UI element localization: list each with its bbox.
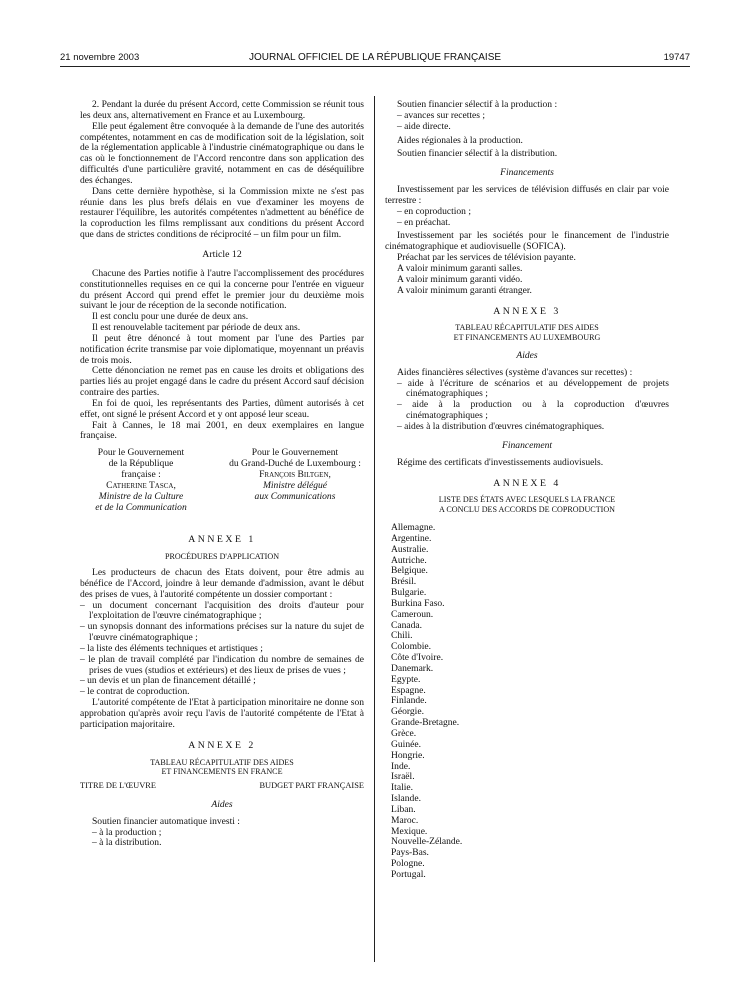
country-list-item: Brésil. xyxy=(391,576,417,588)
paragraph: Elle peut également être convoquée à la demande de l'une des autorités compétentes, notamment en cas de modification soit de la législation, soit de la réglementation applicable à l'industrie cinématographique ou dans le cas où le fonctionnement de l'Accord rencontre dans son application des difficultés d'une particulière gravité, notamment en cas de déséquilibre des échanges. xyxy=(80,120,364,186)
signatures xyxy=(80,448,364,513)
paragraph: Il est renouvelable tacitement par période de deux ans. xyxy=(92,322,301,334)
annexe-3-heading: ANNEXE 3 xyxy=(493,305,561,317)
country-list-item: Canada. xyxy=(391,619,423,631)
country-list-item: Islande. xyxy=(391,793,421,805)
country-list-item: Côte d'Ivoire. xyxy=(391,652,444,664)
country-list-item: Inde. xyxy=(391,760,411,772)
paragraph: A valoir minimum garanti salles. xyxy=(397,262,523,274)
subtitle-line: ET FINANCEMENTS AU LUXEMBOURG xyxy=(453,333,601,343)
country-list-item: Liban. xyxy=(391,803,416,815)
header-date: 21 novembre 2003 xyxy=(60,52,140,63)
list-item: – un devis et un plan de financement détaillé ; xyxy=(80,675,256,687)
signature-luxembourg xyxy=(226,448,364,513)
subtitle-line: A CONCLU DES ACCORDS DE COPRODUCTION xyxy=(438,505,616,515)
paragraph: 2. Pendant la durée du présent Accord, cette Commission se réunit tous les deux ans, alternativement en France et au Luxembourg. xyxy=(80,99,364,121)
column-divider xyxy=(374,96,375,962)
country-list-item: Géorgie. xyxy=(391,706,424,718)
country-list-item: Pologne. xyxy=(391,858,425,870)
paragraph: A valoir minimum garanti étranger. xyxy=(397,284,532,296)
list-item: – aide à l'écriture de scénarios et au développement de projets cinématographiques ; xyxy=(397,377,669,400)
list-item: – aide à la production ou à la coproduction d'œuvres cinématographiques ; xyxy=(397,399,669,422)
paragraph: Soutien financier automatique investi : xyxy=(92,815,240,827)
country-list-item: Portugal. xyxy=(391,868,426,880)
signature-line: Pour le Gouvernement xyxy=(251,447,339,459)
annexe-1-list xyxy=(80,601,364,699)
signatory-role: aux Communications xyxy=(254,490,336,502)
annexe-3-subtitle xyxy=(385,323,669,343)
header-journal-title: JOURNAL OFFICIEL DE LA RÉPUBLIQUE FRANÇAISE xyxy=(248,52,502,63)
country-list-item: Cameroun. xyxy=(391,608,434,620)
paragraph: Cette dénonciation ne remet pas en cause les droits et obligations des parties liés au projet engagé dans le cadre du présent Accord sauf décision contraire des parties. xyxy=(80,365,364,399)
list-item: – la liste des éléments techniques et artistiques ; xyxy=(80,642,263,654)
country-list-item: Chili. xyxy=(391,630,413,642)
list-item: – un synopsis donnant des informations précises sur la nature du sujet de l'œuvre cinématographique ; xyxy=(80,621,364,644)
country-list-item: Finlande. xyxy=(391,695,427,707)
country-list-item: Grèce. xyxy=(391,728,417,739)
paragraph: Fait à Cannes, le 18 mai 2001, en deux exemplaires en langue française. xyxy=(80,419,364,442)
country-list-item: Danemark. xyxy=(391,662,434,674)
paragraph: Il est conclu pour une durée de deux ans. xyxy=(92,311,249,323)
right-column xyxy=(385,100,669,881)
list-item: – en coproduction ; xyxy=(397,205,471,217)
header-page-number: 19747 xyxy=(663,52,690,63)
column-header-titre: TITRE DE L'ŒUVRE xyxy=(80,781,156,791)
left-column xyxy=(80,100,364,849)
country-list xyxy=(385,523,669,881)
country-list-item: Argentine. xyxy=(391,532,432,544)
country-list-item: Maroc. xyxy=(391,814,419,826)
financement-heading: Financement xyxy=(501,439,553,451)
signatory-name: Catherine Tasca, xyxy=(106,479,176,491)
subtitle-line: ET FINANCEMENTS EN FRANCE xyxy=(161,767,283,777)
annexe-4-heading: ANNEXE 4 xyxy=(493,477,561,489)
signatory-name: François Biltgen, xyxy=(259,469,331,480)
country-list-item: Bulgarie. xyxy=(391,587,427,599)
paragraph: Investissement par les sociétés pour le financement de l'industrie cinématographique et audiovisuelle (SOFICA). xyxy=(385,230,669,253)
list-item: – le contrat de coproduction. xyxy=(80,686,190,698)
annexe-1-subtitle: PROCÉDURES D'APPLICATION xyxy=(164,552,280,562)
country-list-item: Nouvelle-Zélande. xyxy=(391,836,463,848)
country-list-item: Egypte. xyxy=(391,673,421,685)
paragraph: Régime des certificats d'investissements audiovisuels. xyxy=(397,456,604,468)
signatory-role: Ministre de la Culture xyxy=(98,490,184,502)
list-item: – aides à la distribution d'œuvres cinématographiques. xyxy=(397,421,605,432)
country-list-item: Belgique. xyxy=(391,565,428,577)
annexe-2-subtitle xyxy=(80,758,364,778)
paragraph: Chacune des Parties notifie à l'autre l'accomplissement des procédures constitutionnelles requises en ce qui la concerne pour l'entrée en vigueur du présent Accord qui prend effet le premier jour du deuxième mois suivant le jour de réception de la seconde notification. xyxy=(80,267,364,312)
paragraph: En foi de quoi, les représentants des Parties, dûment autorisés à cet effet, ont signé le présent Accord et y ont apposé leur sceau. xyxy=(80,397,364,420)
country-list-item: Espagne. xyxy=(391,684,426,696)
paragraph: L'autorité compétente de l'Etat à participation minoritaire ne donne son approbation qu'après avoir reçu l'avis de l'autorité compétente de l'Etat à participation majoritaire. xyxy=(80,697,364,730)
page-header xyxy=(60,52,690,67)
paragraph: Aides financières sélectives (système d'avances sur recettes) : xyxy=(397,366,633,378)
paragraph: Dans cette dernière hypothèse, si la Commission mixte ne s'est pas réunie dans les plus brefs délais en vue d'examiner les moyens de restaurer l'équilibre, les autorités compétentes n'admettent au bénéfice de la coproduction les films remplissant aux conditions du présent Accord que dans de strictes conditions de réciprocité – un film pour un film. xyxy=(80,185,364,241)
aides-heading: Aides xyxy=(516,349,538,361)
signature-line: Pour le Gouvernement xyxy=(97,447,185,459)
paragraph: Il peut être dénoncé à tout moment par l'une des Parties par notification écrite transmise par voie diplomatique, moyennant un préavis de trois mois. xyxy=(80,332,364,366)
annexe-1-heading: ANNEXE 1 xyxy=(188,534,256,546)
signature-line: de la République xyxy=(108,458,174,470)
country-list-item: Allemagne. xyxy=(391,521,436,533)
country-list-item: Grande-Bretagne. xyxy=(391,717,460,729)
country-list-item: Burkina Faso. xyxy=(391,597,445,609)
country-list-item: Hongrie. xyxy=(391,749,425,761)
paragraph: Aides régionales à la production. xyxy=(397,134,523,146)
annexe-2-heading: ANNEXE 2 xyxy=(188,739,256,751)
annexe-2-column-headers xyxy=(80,781,364,792)
list-item: – en préachat. xyxy=(397,216,451,228)
paragraph: Préachat par les services de télévision payante. xyxy=(397,252,576,264)
column-header-budget: BUDGET PART FRANÇAISE xyxy=(259,781,364,791)
country-list-item: Israël. xyxy=(391,771,415,783)
paragraph: A valoir minimum garanti vidéo. xyxy=(397,273,523,285)
aides-heading: Aides xyxy=(211,798,233,810)
country-list-item: Guinée. xyxy=(391,738,421,750)
paragraph: Soutien financier sélectif à la production : xyxy=(397,99,558,110)
country-list-item: Italie. xyxy=(391,782,413,794)
list-item: – avances sur recettes ; xyxy=(397,109,486,121)
financements-heading: Financements xyxy=(500,167,554,179)
signatory-role: Ministre délégué xyxy=(262,479,328,491)
country-list-item: Mexique. xyxy=(391,825,428,837)
signature-france xyxy=(80,448,202,513)
subtitle-line: TABLEAU RÉCAPITULATIF DES AIDES xyxy=(455,323,599,333)
paragraph: Les producteurs de chacun des Etats doivent, pour être admis au bénéfice de l'Accord, joindre à leur demande d'admission, avant le début des prises de vues, à l'autorité compétente un dossier comportant : xyxy=(80,567,364,600)
annexe-4-subtitle xyxy=(385,495,669,515)
paragraph: Soutien financier sélectif à la distribution. xyxy=(397,148,558,160)
list-item: – aide directe. xyxy=(397,120,451,132)
country-list-item: Pays-Bas. xyxy=(391,847,429,859)
article-12-heading: Article 12 xyxy=(202,248,242,260)
signatory-role: et de la Communication xyxy=(95,501,187,513)
country-list-item: Colombie. xyxy=(391,641,432,653)
list-item: – un document concernant l'acquisition des droits d'auteur pour l'exploitation de l'œuvre cinématographique ; xyxy=(80,599,364,622)
signature-line: du Grand-Duché de Luxembourg : xyxy=(229,458,361,470)
signature-line: française : xyxy=(121,469,161,480)
list-item: – à la production ; xyxy=(92,826,162,838)
country-list-item: Australie. xyxy=(391,543,429,555)
paragraph: Investissement par les services de télévision diffusés en clair par voie terrestre : xyxy=(385,184,669,206)
subtitle-line: TABLEAU RÉCAPITULATIF DES AIDES xyxy=(150,757,294,767)
subtitle-line: LISTE DES ÉTATS AVEC LESQUELS LA FRANCE xyxy=(438,495,616,505)
country-list-item: Autriche. xyxy=(391,554,427,566)
list-item: – à la distribution. xyxy=(92,837,162,849)
list-item: – le plan de travail complété par l'indication du nombre de semaines de prises de vues (studios et extérieurs) et des lieux de prises de vues ; xyxy=(80,653,364,676)
